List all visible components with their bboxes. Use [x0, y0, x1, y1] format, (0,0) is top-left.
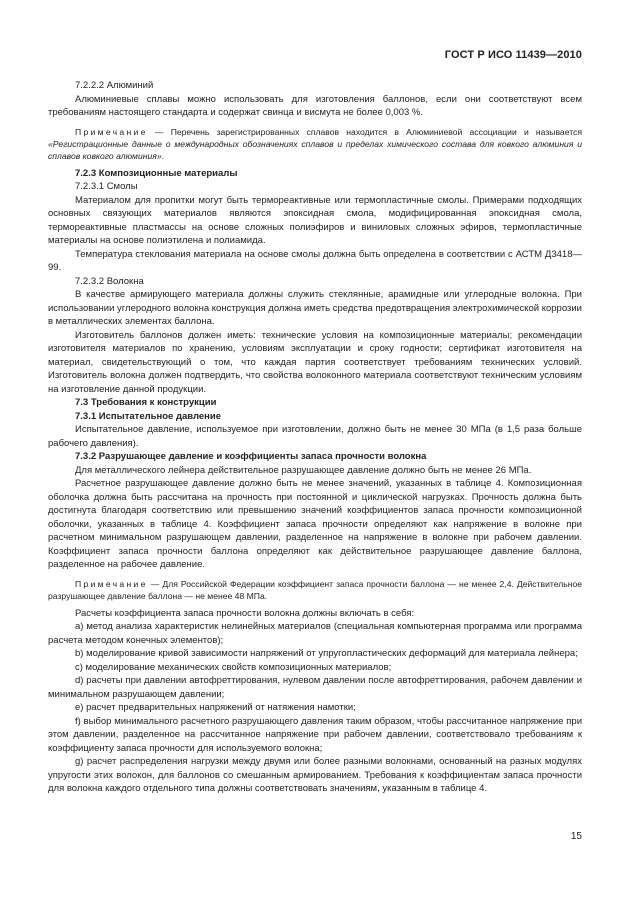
paragraph: Расчетное разрушающее давление должно быть не менее значений, указанных в таблице 4. Композиционная оболочка должна быть рассчитана на прочность при постоянной и циклической нагрузках. Прочность должна быть достигнута благодаря соответствию или превышению значений коэффициентов запаса прочности композиционной оболочки, указанных в таблице 4. Коэффициент запаса прочности определяют как напряжение в волокне при расчетном минимальном разрушающем давлении, разделенное на напряжение в волокне при рабочем давлении. Коэффициент запаса прочности баллона определяют как действительное разрушающее давление баллона, разделенное на рабочее давление. — [48, 478, 582, 570]
list-item: g) расчет распределения нагрузки между двумя или более разными волокнами, основанный на разных модулях упругости этих волокон, для баллонов со смешанным армированием. Требования к коэффициентам запаса прочности для волокна каждого отдельного типа должны соответствовать значениям, указанным в таблице 4. — [48, 756, 582, 794]
section-heading-test-pressure: 7.3.1 Испытательное давление — [75, 410, 222, 422]
note-label: Примечание — [75, 126, 148, 137]
standard-header: ГОСТ Р ИСО 11439—2010 — [444, 49, 582, 61]
note-label: Примечание — [75, 578, 148, 589]
note-text: — Для Российской Федерации коэффициент запаса прочности баллона — не менее 2,4. Действительное разрушающее давление баллона — не менее 48 МПа. — [48, 578, 582, 601]
list-item: f) выбор минимального расчетного разрушающего давления таким образом, чтобы рассчитанное напряжение при этом давлении, разделенное на рассчитанное напряжение при рабочем давлении, соответствовало требованиям к коэффициенту запаса прочности для используемого волокна; — [48, 715, 582, 754]
section-heading-composites: 7.2.3 Композиционные материалы — [75, 167, 238, 179]
list-item: а) метод анализа характеристик нелинейных материалов (специальная компьютерная программа или программа расчета методом конечных элементов); — [48, 621, 582, 646]
paragraph: Расчеты коэффициента запаса прочности волокна должны включать в себя: — [75, 607, 415, 619]
note-text: — Перечень зарегистрированных сплавов находится в Алюминиевой ассоциации и называется — [147, 126, 582, 137]
paragraph: Температура стеклования материала на основе смолы должна быть определена в соответствии с АСТМ Д3418—99. — [48, 248, 582, 273]
paragraph: Изготовитель баллонов должен иметь: технические условия на композиционные материалы; рекомендации изготовителя материалов по хранению, условиям эксплуатации и сроку годности; сертификат изготовителя на материал, свидетельствующий о том, что каждая партия соответствует требованиям технических условий. Изготовитель волокна должен подтвердить, что свойства волоконного материала соответствуют техническим условиям на изготовление данной продукции. — [48, 329, 582, 395]
section-heading-aluminium: 7.2.2.2 Алюминий — [75, 80, 154, 91]
note-end: . — [161, 150, 165, 161]
page-number: 15 — [570, 831, 582, 842]
section-heading-burst-pressure: 7.3.2 Разрушающее давление и коэффициенты запаса прочности волокна — [75, 451, 427, 462]
list-item: d) расчеты при давлении автофреттирования, нулевом давлении после автофреттирования, рабочем давлении и минимальном разрушающем давлении; — [48, 675, 582, 700]
note-aluminium-alloys — [48, 126, 582, 162]
section-heading-design-requirements: 7.3 Требования к конструкции — [75, 397, 217, 408]
subsection-heading-fibres: 7.2.3.2 Волокна — [75, 275, 144, 287]
paragraph: Испытательное давление, используемое при изготовлении, должно быть не менее 30 МПа (в 1,5 раза больше рабочего давления). — [48, 424, 582, 449]
list-item: с) моделирование механических свойств композиционных материалов; — [75, 661, 392, 673]
document-body — [48, 79, 582, 796]
subsection-heading-resins: 7.2.3.1 Смолы — [75, 181, 138, 192]
list-item: е) расчет предварительных напряжений от натяжения намотки; — [75, 702, 356, 713]
note-italic-title: «Регистрационные данные о международных обозначениях сплавов и пределах химического состава для ковкого алюминия и сплавов ковкого алюминия» — [48, 138, 582, 161]
paragraph: Материалом для пропитки могут быть термореактивные или термопластичные смолы. Примерами подходящих основных связующих материалов являются эпоксидная смола, модифицированная эпоксидная смола, термореактивные пластмассы на основе сложных полиэфиров и виниловых сложных эфиров, термопластичные материалы на основе полиэтилена и полиамида. — [48, 194, 582, 246]
note-russian-federation — [48, 578, 582, 602]
paragraph: Алюминиевые сплавы можно использовать для изготовления баллонов, если они соответствуют всем требованиям настоящего стандарта и содержат свинца и висмута не более 0,003 %. — [48, 93, 582, 118]
paragraph: Для металлического лейнера действительное разрушающее давление должно быть не менее 26 МПа. — [75, 464, 532, 476]
paragraph: В качестве армирующего материала должны служить стеклянные, арамидные или углеродные волокна. При использовании углеродного волокна конструкция должна иметь средства предотвращения электрохимической коррозии в металлических элементах баллона. — [48, 289, 582, 327]
list-item: b) моделирование кривой зависимости напряжений от упругопластических деформаций для материала лейнера; — [75, 648, 578, 659]
